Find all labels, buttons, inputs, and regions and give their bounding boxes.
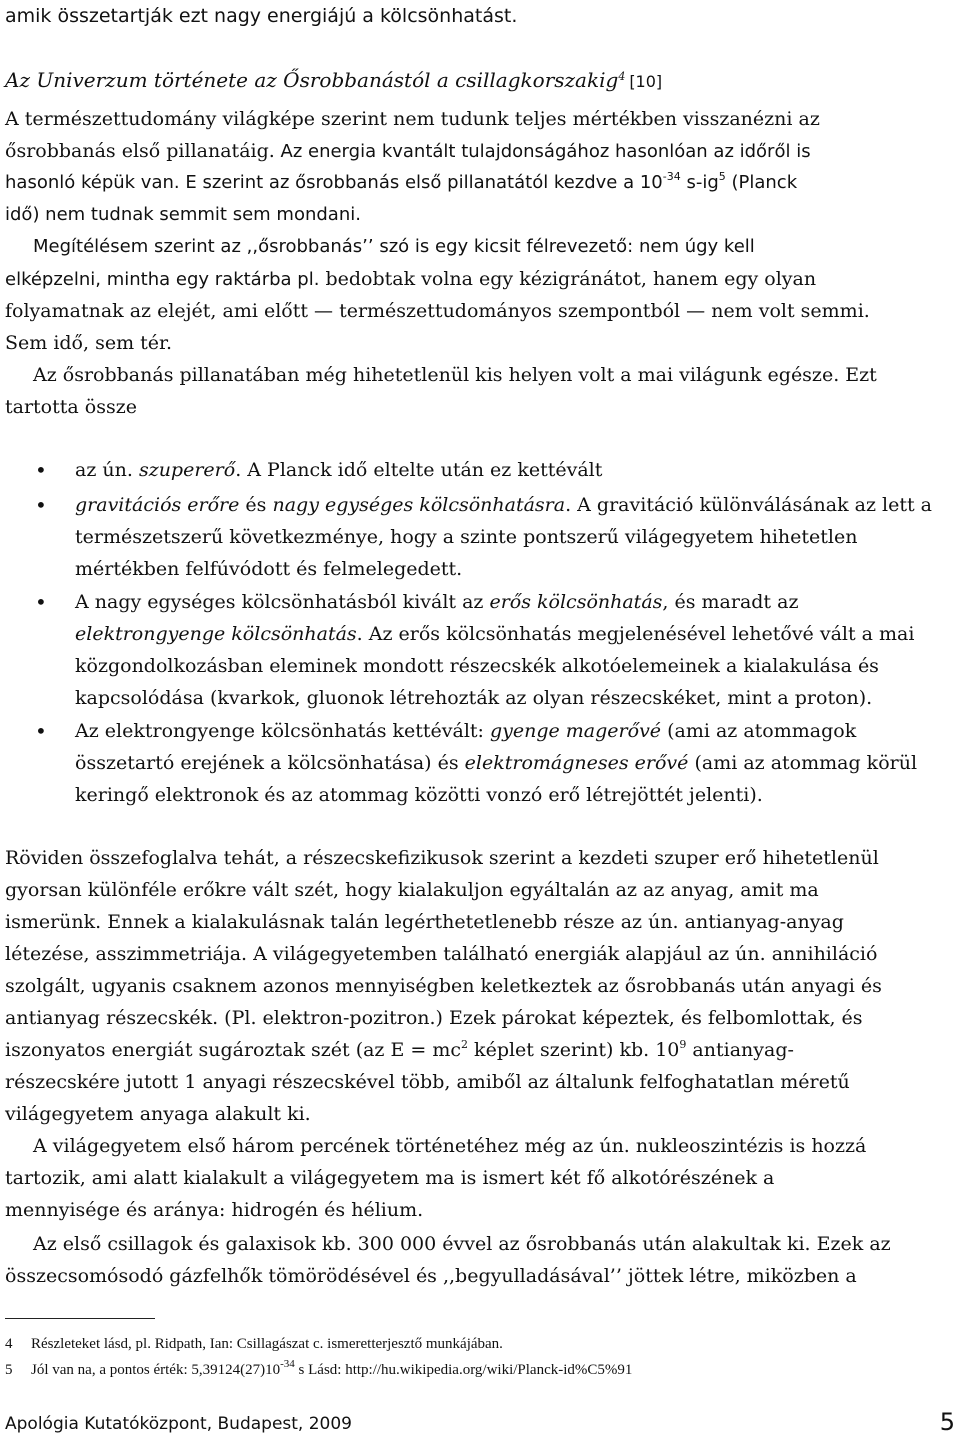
text-line: A világegyetem első három percének történetéhez még az ún. nukleoszintézis is hozzá [33,1135,867,1157]
text-span: és [239,494,273,516]
text-span: (ami az atommagok [661,720,857,742]
text-span: Az energia kvantált tulajdonságához hasonlóan az időről is [274,141,811,162]
text-line: gyorsan különféle erőkre vált szét, hogy kialakuljon egyáltalán az az anyag, amit ma [5,879,819,901]
text-line [5,1034,794,1066]
text-span: ősrobbanás első pillanatáig. [5,140,275,162]
text-line: mértékben felfúvódott és felmelegedett. [75,558,463,580]
superscript: -34 [280,1358,295,1370]
text-line: Sem idő, sem tér. [5,332,173,354]
footnote-text: Részleteket lásd, pl. Ridpath, Ian: Csillagászat c. ismeretterjesztő munkájában. [31,1336,503,1352]
superscript: 2 [461,1037,469,1051]
text-span: E szerint az ősrobbanás első pillanatától kezdve a 10 [179,172,663,193]
footnote-mark: 4 [618,69,626,83]
text-span: képlet szerint) kb. 10 [468,1039,680,1061]
text-span: elektromágneses erővé [464,752,689,774]
text-span: A nagy egységes kölcsönhatásból kivált az [75,591,490,613]
text-line: tartozik, ami alatt kialakult a világegyetem ma is ismert két fő alkotórészének a [5,1167,775,1189]
text-line [75,586,798,618]
text-span: hasonló képük van. [5,172,180,193]
text-span: szupererő [138,459,236,481]
text-span: antianyag- [686,1039,794,1061]
text-line: Megítélésem szerint az ,,ősrobbanás’’ szó is egy kicsit félrevezető: nem úgy kell [33,236,755,257]
text-line: összecsomósodó gázfelhők tömörödésével és ,,begyulladásával’’ jöttek létre, miközben a [5,1265,857,1287]
superscript: -34 [662,170,681,183]
text-line: szolgált, ugyanis csaknem azonos mennyiségben keletkeztek az ősrobbanás után anyagi és [5,975,882,997]
text-line: tartotta össze [5,396,137,418]
text-span: , és maradt az [662,591,799,613]
text-line: közgondolkozásban eleminek mondott részecskék alkotóelemeinek a kialakulása és [75,655,879,677]
page-footer [5,1410,955,1440]
footnote-text: Jól van na, a pontos érték: 5,39124(27)10 [31,1362,281,1378]
text-line [5,135,811,168]
text-line [75,454,602,486]
text-line: ismerünk. Ennek a kialakulásnak talán legérthetetlenebb része az ún. antianyag-anyag [5,911,844,933]
text-line: Az első csillagok és galaxisok kb. 300 000 évvel az ősrobbanás után alakultak ki. Ezek az [33,1233,891,1255]
bullet-dot: • [35,719,47,743]
text-line [5,167,797,199]
footnote [5,1333,503,1355]
text-line: A természettudomány világképe szerint nem tudunk teljes mértékben visszanézni az [5,108,820,130]
text-line: idő) nem tudnak semmit sem mondani. [5,204,361,225]
text-span: Az elektrongyenge kölcsönhatás kettévált: [75,720,490,742]
bullet-dot: • [35,590,47,614]
heading-title: Az Univerzum története az Ősrobbanástól a csillagkorszakig [5,68,619,92]
text-line: folyamatnak az elejét, ami előtt — természettudományos szempontból — nem volt semmi. [5,300,870,322]
footer-organization: Apológia Kutatóközpont, Budapest, 2009 [5,1414,352,1434]
text-line: antianyag részecskék. (Pl. elektron-pozitron.) Ezek párokat képeztek, és felbomlottak, és [5,1007,863,1029]
text-line: mennyisége és aránya: hidrogén és hélium. [5,1199,424,1221]
text-line: világegyetem anyaga alakult ki. [5,1103,311,1125]
text-line [75,715,856,747]
text-span: gyenge magerővé [489,720,662,742]
heading-reference: [10] [629,72,663,91]
text-span: . A Planck idő eltelte után ez kettévált [235,459,603,481]
text-span: . A gravitáció különválásának az lett a [565,494,932,516]
text-line [75,489,932,521]
text-line: Röviden összefoglalva tehát, a részecskefizikusok szerint a kezdeti szuper erő hihetetlenül [5,847,879,869]
footnote-number: 4 [5,1336,13,1352]
text-span: iszonyatos energiát sugároztak szét (az E = mc [5,1039,462,1061]
footnote-mark: 5 [718,170,726,183]
text-line: létezése, asszimmetriája. A világegyetemben található energiák alapjául az ún. annihiláció [5,943,878,965]
footnote [5,1359,632,1381]
text-span: elektrongyenge kölcsönhatás [75,623,357,645]
text-line [75,747,917,779]
text-line: Az ősrobbanás pillanatában még hihetetlenül kis helyen volt a mai világunk egésze. Ezt [33,364,877,386]
text-span: erős kölcsönhatás [489,591,663,613]
footnote-text: s Lásd: http://hu.wikipedia.org/wiki/Planck-id%C5%91 [294,1362,633,1378]
text-line [75,618,914,650]
text-span: (Planck [725,172,798,193]
text-line: részecskére jutott 1 anyagi részecskével több, amiből az általunk felfoghatatlan méretű [5,1071,850,1093]
text-span: bedobtak volna egy kézigránátot, hanem egy olyan [319,268,817,290]
page-number: 5 [939,1408,955,1436]
bullet-dot: • [35,493,47,517]
bullet-dot: • [35,458,47,482]
footnote-separator [5,1318,155,1319]
text-line: természetszerű következménye, hogy a szinte pontszerű világegyetem hihetetlen [75,526,858,548]
text-span: az ún. [75,459,139,481]
text-span: . Az erős kölcsönhatás megjelenésével lehetővé vált a mai [356,623,915,645]
text-span: elképzelni, mintha egy raktárba pl. [5,269,320,290]
text-line: keringő elektronok és az atommag közötti vonzó erő létrejöttét jelenti). [75,784,763,806]
text-span: összetartó erejének a kölcsönhatása) és [75,752,465,774]
text-span: s-ig [680,172,719,193]
text-span: nagy egységes kölcsönhatásra [272,494,566,516]
text-line: amik összetartják ezt nagy energiájú a kölcsönhatást. [5,5,518,27]
superscript: 9 [679,1037,687,1051]
text-span: (ami az atommag körül [688,752,918,774]
text-span: gravitációs erőre [75,494,240,516]
text-line [5,263,816,296]
footnote-number: 5 [5,1362,13,1378]
text-line: kapcsolódása (kvarkok, gluonok létrehozták az olyan részecskéket, mint a proton). [75,687,873,709]
